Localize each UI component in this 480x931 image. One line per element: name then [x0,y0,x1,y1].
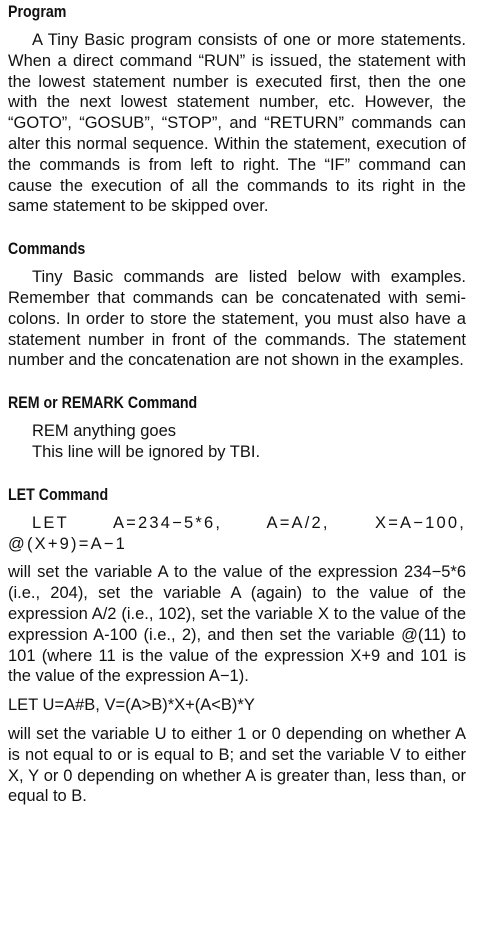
section-heading-program: Program [8,3,67,21]
section-heading-commands: Commands [8,240,86,259]
let-example-2: LET U=A#B, V=(A>B)*X+(A<B)*Y [8,696,255,715]
commands-paragraph: Tiny Basic commands are listed below with examples. Remember that commands can be concatenated with semi-colons. In order to store the statement, you must also have a statement number in front of the commands. The statement number and the concatenation are not shown in the examples. [8,268,466,370]
section-heading-let: LET Command [8,485,109,504]
rem-example-line-2: This line will be ignored by TBI. [32,442,261,461]
program-paragraph: A Tiny Basic program consists of one or more statements. When a direct command “RUN” is issued, the statement with the lowest statement number is executed first, then the one with the next lowest statement number, etc. However, the “GOTO”, “GOSUB”, “STOP”, and “RETURN” commands can alter this normal sequence. Within the statement, execution of the commands is from left to right. The “IF” command can cause the execution of all the commands to its right in the same statement to be skipped over. [8,31,466,216]
section-heading-rem: REM or REMARK Command [8,394,198,413]
let-example-1: LET A=234−5*6, A=A/2, X=A−100, @(X+9)=A−1 [8,513,466,553]
let-explanation-2: will set the variable U to either 1 or 0 depending on whether A is not equal to or is equal to B; and set the variable V to either X, Y or 0 depending on whether A is greater than, less than, or equal to B. [8,724,466,806]
let-explanation-1: will set the variable A to the value of the expression 234−5*6 (i.e., 204), set the variable A (again) to the value of the expression A/2 (i.e., 102), set the variable X to the value of the expression A-100 (i.e., 2), and then set the variable @(11) to 101 (where 11 is the value of the expression X+9 and 101 is the value of the expression A−1). [8,563,466,686]
rem-example-line-1: REM anything goes [32,422,176,441]
